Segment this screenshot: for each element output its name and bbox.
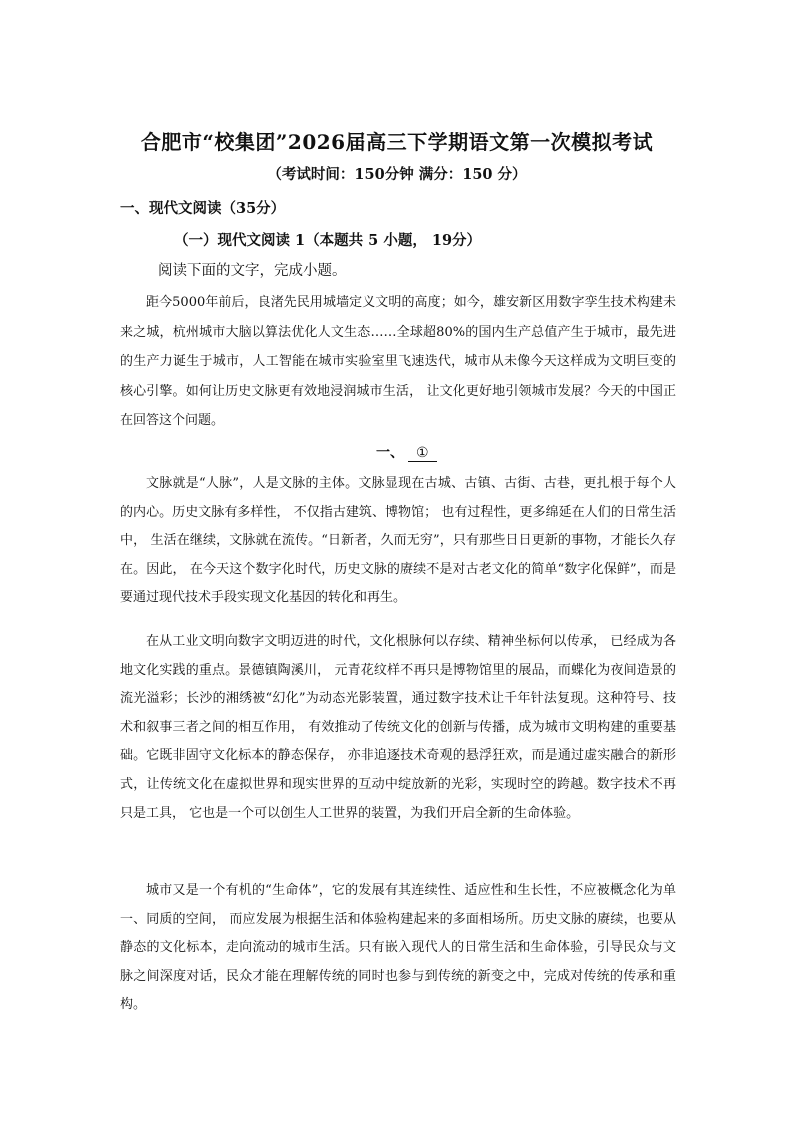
article-part-heading xyxy=(376,442,437,462)
article-paragraph: 城市又是一个有机的“生命体”，它的发展有其连续性、适应性和生长性，不应被概念化为单一、同质的空间， 而应发展为根据生活和体验构建起来的多面相场所。历史文脉的赓续，也要从静态的文化标本，走向流动的城市生活。只有嵌入现代人的日常生活和生命体验，引导民众与文脉之间深度对话，民众才能在理解传统的同时也参与到传统的新变之中，完成对传统的传承和重构。 xyxy=(120,883,676,1013)
reading-instruction: 阅读下面的文字，完成小题。 xyxy=(158,263,347,279)
article-paragraph: 在从工业文明向数字文明迈进的时代，文化根脉何以存续、精神坐标何以传承， 已经成为各地文化实践的重点。景德镇陶溪川， 元青花纹样不再只是博物馆里的展品，而蝶化为夜间造景的流光溢彩；长沙的湘绣被“幻化”为动态光影装置，通过数字技术让千年针法复现。这种符号、技术和叙事三者之间的相互作用， 有效推动了传统文化的创新与传播，成为城市文明构建的重要基础。它既非固守文化标本的静态保存， 亦非追逐技术奇观的悬浮狂欢，而是通过虚实融合的新形式，让传统文化在虚拟世界和现实世界的互动中绽放新的光彩，实现时空的跨越。数字技术不再只是工具， 它也是一个可以创生人工世界的装置，为我们开启全新的生命体验。 xyxy=(120,634,676,821)
article-paragraph: 文脉就是“人脉”，人是文脉的主体。文脉显现在古城、古镇、古街、古巷，更扎根于每个人的内心。历史文脉有多样性， 不仅指古建筑、博物馆； 也有过程性，更多绵延在人们的日常生活中， 生活在继续，文脉就在流传。“日新者，久而无穷”，只有那些日日更新的事物，才能长久存在。因此， 在今天这个数字化时代，历史文脉的赓续不是对古老文化的简单“数字化保鲜”，而是要通过现代技术手段实现文化基因的转化和再生。 xyxy=(120,476,676,606)
exam-time-and-score: （考试时间：150分钟 满分：150 分） xyxy=(267,166,527,183)
article-intro-paragraph: 距今5000年前后，良渚先民用城墙定义文明的高度；如今，雄安新区用数字孪生技术构建未来之城，杭州城市大脑以算法优化人文生态……全球超80%的国内生产总值产生于城市，最先进的生产力诞生于城市，人工智能在城市实验室里飞速迭代，城市从未像今天这样成为文明巨变的核心引擎。如何让历史文脉更有效地浸润城市生活， 让文化更好地引领城市发展？今天的中国正在回答这个问题。 xyxy=(120,295,676,428)
part-heading-prefix: 一、 xyxy=(376,445,404,461)
fill-in-blank-marker: ① xyxy=(408,445,437,462)
section-heading: 一、现代文阅读（35分） xyxy=(120,200,286,217)
exam-title: 合肥市“校集团”2026届高三下学期语文第一次模拟考试 xyxy=(140,130,654,154)
subsection-heading: （一）现代文阅读 1（本题共 5 小题， 19分） xyxy=(174,232,482,249)
